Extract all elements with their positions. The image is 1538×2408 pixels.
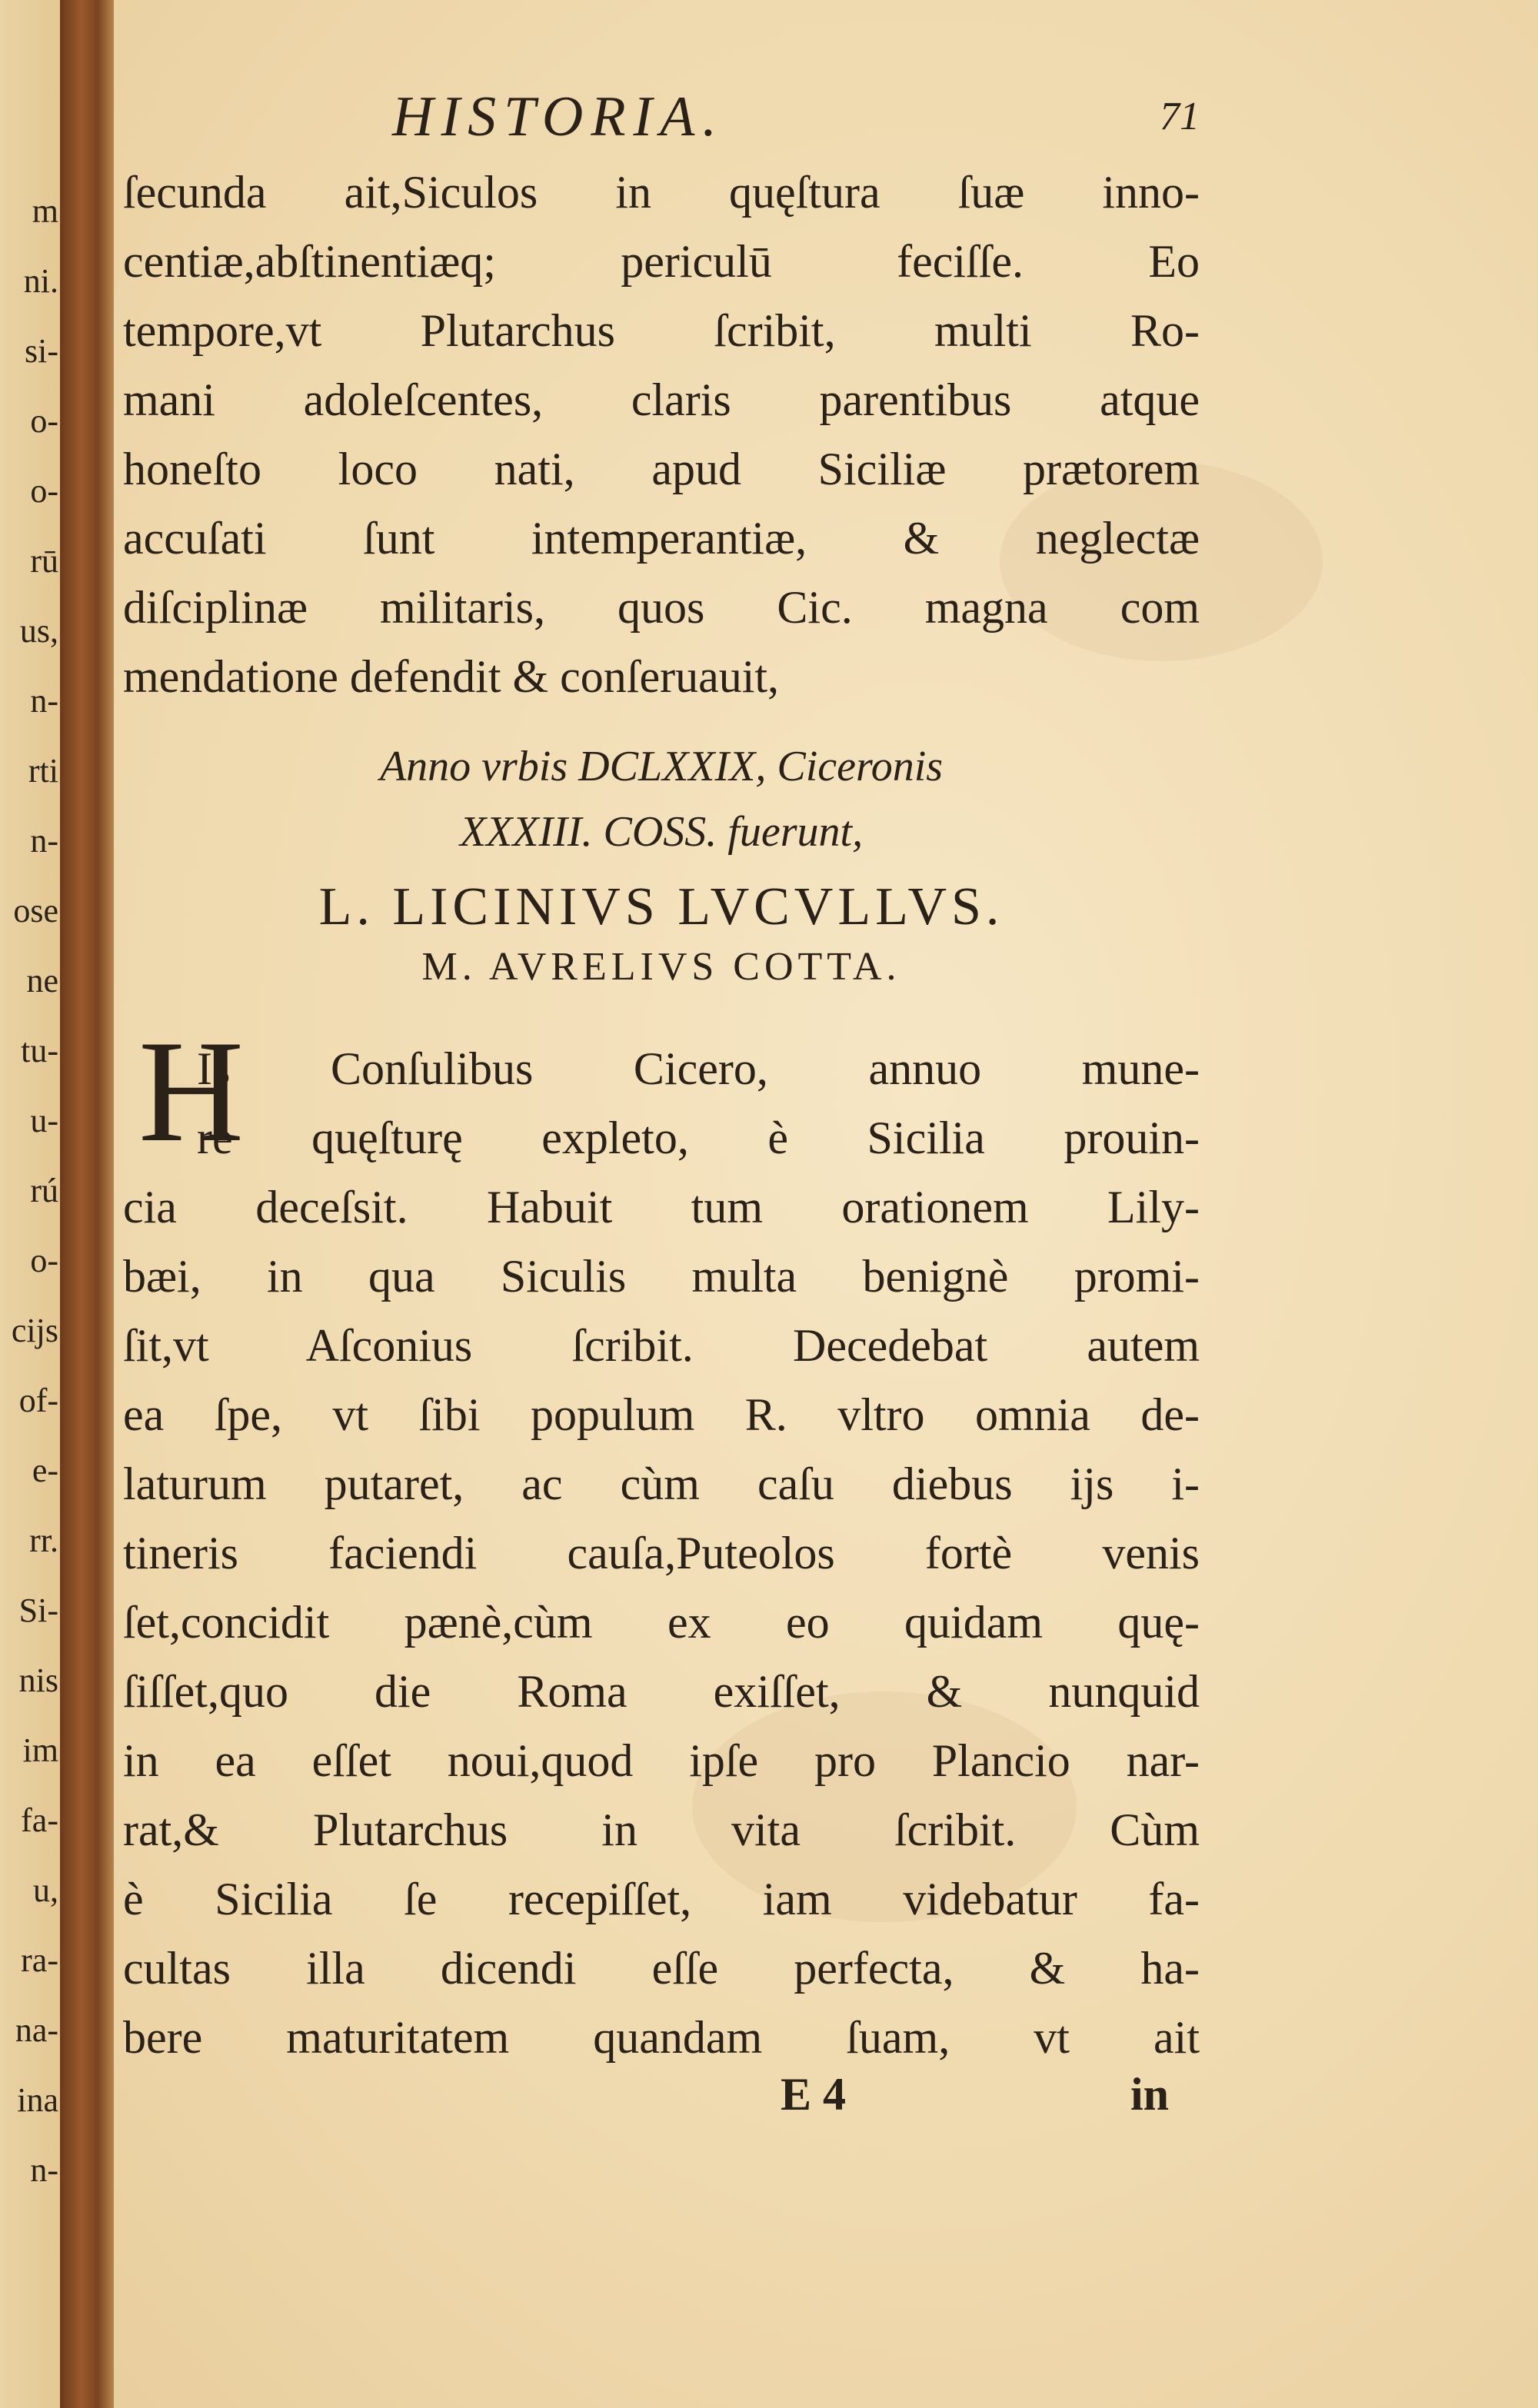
facing-page-fragment: ina xyxy=(17,2081,58,2119)
facing-page-fragment: m xyxy=(32,192,58,230)
facing-page-fragment: us, xyxy=(19,612,58,650)
year-caption-2: XXXIII. COSS. fuerunt, xyxy=(459,808,864,856)
facing-page-edge xyxy=(0,0,62,2408)
text-line: accuſati ſunt intemperantiæ, & neglectæ xyxy=(123,513,1200,564)
facing-page-fragment: o- xyxy=(30,472,58,510)
facing-page-fragment: na- xyxy=(15,2011,58,2049)
consul-name-2: M. AVRELIVS COTTA. xyxy=(421,945,901,989)
text-line: tempore,vt Plutarchus ſcribit, multi Ro- xyxy=(123,305,1200,356)
text-line: cia deceſsit. Habuit tum orationem Lily- xyxy=(123,1182,1200,1232)
text-line: ſecunda ait,Siculos in quęſtura ſuæ inno- xyxy=(123,167,1200,218)
facing-page-fragment: Si- xyxy=(18,1591,58,1629)
page-header xyxy=(131,85,1200,146)
catchword: in xyxy=(1130,2069,1170,2120)
text-line: bere maturitatem quandam ſuam, vt ait xyxy=(123,2012,1200,2063)
facing-page-fragment: ni. xyxy=(23,262,58,300)
text-line: mani adoleſcentes, claris parentibus atque xyxy=(123,374,1200,425)
paragraph-2 xyxy=(123,1034,1200,2072)
facing-page-fragment: ne xyxy=(26,962,58,999)
text-line: rat,& Plutarchus in vita ſcribit. Cùm xyxy=(123,1804,1200,1855)
text-line: ſet,concidit pænè,cùm ex eo quidam quę- xyxy=(123,1597,1200,1648)
page-number: 71 xyxy=(1160,95,1200,138)
text-line: centiæ,abſtinentiæq; periculū feciſſe. Eo xyxy=(123,236,1200,287)
signature-mark: E 4 xyxy=(781,2069,847,2120)
drop-cap: H xyxy=(138,1011,245,1172)
facing-page-fragment: rú xyxy=(30,1172,58,1209)
facing-page-fragment: ra- xyxy=(21,1941,58,1979)
text-line: è Sicilia ſe recepiſſet, iam videbatur fa- xyxy=(123,1874,1200,1924)
text-line: diſciplinæ militaris, quos Cic. magna com xyxy=(123,582,1200,633)
facing-page-fragment: u- xyxy=(30,1102,58,1139)
text-line: ſiſſet,quo die Roma exiſſet, & nunquid xyxy=(123,1666,1200,1717)
facing-page-fragment: rū xyxy=(30,542,58,580)
year-caption: Anno vrbis DCLXXIX, Ciceronis xyxy=(379,743,944,790)
text-line: re quęſturę expleto, è Sicilia prouin- xyxy=(197,1113,1200,1163)
facing-page-fragment: si- xyxy=(25,332,58,370)
text-line: cultas illa dicendi eſſe perfecta, & ha- xyxy=(123,1943,1200,1994)
facing-page-fragment: u, xyxy=(33,1871,58,1909)
facing-page-fragment: fa- xyxy=(21,1801,58,1839)
text-line: ſit,vt Aſconius ſcribit. Decedebat autem xyxy=(123,1320,1200,1371)
facing-page-fragment: cijs xyxy=(11,1312,58,1349)
running-title: HISTORIA. xyxy=(392,85,724,148)
facing-page-fragment: e- xyxy=(32,1452,58,1489)
text-line: in ea eſſet noui,quod ipſe pro Plancio nar- xyxy=(123,1735,1200,1786)
text-line: Is Conſulibus Cicero, annuo mune- xyxy=(197,1043,1200,1094)
facing-page-fragment: n- xyxy=(30,682,58,720)
facing-page-fragment: im xyxy=(22,1731,58,1769)
facing-page-fragment: rti xyxy=(28,752,58,790)
facing-page-fragment: of- xyxy=(18,1382,58,1419)
facing-page-fragment: o- xyxy=(30,1242,58,1279)
consul-name-1: L. LICINIVS LVCVLLVS. xyxy=(318,877,1004,936)
facing-page-fragment: nis xyxy=(18,1661,58,1699)
text-line: laturum putaret, ac cùm caſu diebus ijs i- xyxy=(123,1458,1200,1509)
binding-gutter xyxy=(60,0,114,2408)
facing-page-fragment: tu- xyxy=(21,1032,58,1069)
text-line: mendatione defendit & conſeruauit, xyxy=(123,651,780,702)
text-line: ea ſpe, vt ſibi populum R. vltro omnia de- xyxy=(123,1389,1200,1440)
paragraph-1 xyxy=(123,158,1200,711)
facing-page-fragment: ose xyxy=(13,892,58,930)
facing-page-fragment: n- xyxy=(30,822,58,860)
facing-page-fragment: n- xyxy=(30,2151,58,2189)
facing-page-fragment: rr. xyxy=(29,1522,58,1559)
text-line: bæi, in qua Siculis multa benignè promi- xyxy=(123,1251,1200,1302)
text-line: honeſto loco nati, apud Siciliæ prætorem xyxy=(123,444,1200,494)
facing-page-fragment: o- xyxy=(30,402,58,440)
text-line: tineris faciendi cauſa,Puteolos fortè venis xyxy=(123,1528,1200,1578)
